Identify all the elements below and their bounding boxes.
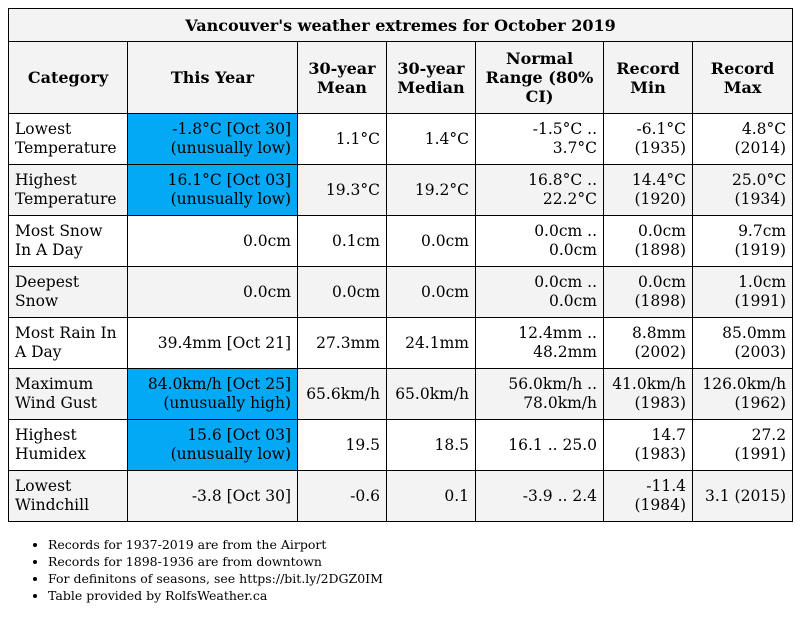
record-max-cell <box>693 369 793 420</box>
cell-line: 78.0km/h <box>523 394 597 412</box>
cell-line: 56.0km/h .. <box>508 375 597 393</box>
header-normal-range <box>476 42 604 114</box>
cell-line: Highest <box>15 426 77 444</box>
cell-line: (unusually low) <box>170 139 291 157</box>
record-min-cell <box>604 420 693 471</box>
cell-line: Windchill <box>15 496 90 514</box>
category-cell <box>9 165 128 216</box>
this-year-cell <box>128 216 298 267</box>
cell-line: (1991) <box>734 445 787 463</box>
mean-cell: 0.1cm <box>298 216 387 267</box>
cell-line: 25.0°C <box>731 171 787 189</box>
median-cell: 24.1mm <box>387 318 476 369</box>
table-title: Vancouver's weather extremes for October 2019 <box>9 9 793 42</box>
cell-line: Max <box>723 77 762 97</box>
mean-cell: -0.6 <box>298 471 387 522</box>
record-min-cell <box>604 369 693 420</box>
header-row <box>9 42 793 114</box>
normal-range-cell <box>476 420 604 471</box>
normal-range-cell <box>476 267 604 318</box>
record-min-cell <box>604 471 693 522</box>
cell-line: (1962) <box>734 394 787 412</box>
cell-line: Median <box>397 77 465 97</box>
table-row <box>9 318 793 369</box>
header-30yr-mean <box>298 42 387 114</box>
this-year-cell <box>128 369 298 420</box>
median-cell: 18.5 <box>387 420 476 471</box>
cell-line: 3.7°C <box>552 139 597 157</box>
table-row <box>9 165 793 216</box>
header-record-max <box>693 42 793 114</box>
cell-line: (unusually low) <box>170 445 291 463</box>
cell-line: Lowest <box>15 120 72 138</box>
cell-line: Min <box>630 77 666 97</box>
cell-line: Highest <box>15 171 77 189</box>
mean-cell: 27.3mm <box>298 318 387 369</box>
this-year-cell <box>128 318 298 369</box>
mean-cell: 19.3°C <box>298 165 387 216</box>
cell-line: (1919) <box>734 241 787 259</box>
cell-line: This Year <box>170 68 255 87</box>
mean-cell: 19.5 <box>298 420 387 471</box>
footnote-item: • For definitons of seasons, see https://bit.ly/2DGZ0IM <box>48 570 383 587</box>
category-cell <box>9 114 128 165</box>
table-row <box>9 267 793 318</box>
cell-line: Normal <box>505 49 574 68</box>
cell-line: Deepest <box>15 273 80 291</box>
cell-line: Record <box>710 58 775 78</box>
cell-line: Category <box>27 68 109 87</box>
cell-line: Humidex <box>15 445 86 463</box>
median-cell: 0.0cm <box>387 216 476 267</box>
cell-line: 3.1 (2015) <box>704 486 787 505</box>
cell-line: 16.8°C .. <box>528 171 597 189</box>
category-cell <box>9 420 128 471</box>
this-year-cell <box>128 420 298 471</box>
mean-cell: 0.0cm <box>298 267 387 318</box>
cell-line: 0.0cm <box>637 273 686 291</box>
cell-line: 16.1 .. 25.0 <box>508 435 597 454</box>
cell-line: 14.7 <box>651 426 686 444</box>
cell-line: (2003) <box>734 343 787 361</box>
cell-line: (1991) <box>734 292 787 310</box>
table-body <box>9 114 793 522</box>
record-min-cell <box>604 165 693 216</box>
cell-line: Range (80% <box>485 68 594 87</box>
cell-line: -11.4 <box>646 477 686 495</box>
median-cell: 19.2°C <box>387 165 476 216</box>
cell-line: CI) <box>525 87 554 106</box>
table-row <box>9 114 793 165</box>
cell-line: 0.0cm .. <box>534 222 597 240</box>
cell-line: 22.2°C <box>542 190 597 208</box>
cell-line: -1.5°C .. <box>532 120 597 138</box>
cell-line: -1.8°C [Oct 30] <box>172 120 291 138</box>
cell-line: 0.0cm .. <box>534 273 597 291</box>
header-record-min <box>604 42 693 114</box>
cell-line: -3.8 [Oct 30] <box>191 486 291 505</box>
table-row <box>9 471 793 522</box>
record-max-cell <box>693 420 793 471</box>
cell-line: Lowest <box>15 477 72 495</box>
cell-line: 41.0km/h <box>612 375 686 393</box>
table-row <box>9 420 793 471</box>
category-cell <box>9 267 128 318</box>
cell-line: Most Snow <box>15 222 103 240</box>
median-cell: 0.0cm <box>387 267 476 318</box>
footnote-item: • Records for 1937-2019 are from the Airport <box>48 536 383 553</box>
cell-line: 126.0km/h <box>702 375 787 393</box>
cell-line: 9.7cm <box>738 222 787 240</box>
cell-line: 15.6 [Oct 03] <box>187 426 291 444</box>
cell-line: (1934) <box>734 190 787 208</box>
category-cell <box>9 369 128 420</box>
cell-line: Mean <box>317 77 367 97</box>
cell-line: 0.0cm <box>242 282 291 301</box>
this-year-cell <box>128 267 298 318</box>
cell-line: (2002) <box>634 343 686 361</box>
record-max-cell <box>693 267 793 318</box>
footnote-item: • Records for 1898-1936 are from downtown <box>48 553 383 570</box>
normal-range-cell <box>476 318 604 369</box>
table-row <box>9 216 793 267</box>
normal-range-cell <box>476 165 604 216</box>
cell-line: Most Rain In <box>15 324 117 342</box>
footnote-item: • Table provided by RolfsWeather.ca <box>48 587 383 604</box>
mean-cell: 65.6km/h <box>298 369 387 420</box>
cell-line: (2014) <box>734 139 787 157</box>
normal-range-cell <box>476 471 604 522</box>
cell-line: (1935) <box>634 139 686 157</box>
record-min-cell <box>604 216 693 267</box>
cell-line: -3.9 .. 2.4 <box>522 486 597 505</box>
mean-cell: 1.1°C <box>298 114 387 165</box>
cell-line: 0.0cm <box>637 222 686 240</box>
cell-line: (1898) <box>634 292 686 310</box>
median-cell: 1.4°C <box>387 114 476 165</box>
cell-line: (unusually high) <box>163 394 291 412</box>
cell-line: 16.1°C [Oct 03] <box>167 171 291 189</box>
record-max-cell <box>693 318 793 369</box>
cell-line: -6.1°C <box>636 120 686 138</box>
this-year-cell <box>128 165 298 216</box>
cell-line: 39.4mm [Oct 21] <box>157 333 291 352</box>
header-30yr-median <box>387 42 476 114</box>
cell-line: 48.2mm <box>533 343 597 361</box>
normal-range-cell <box>476 216 604 267</box>
footnotes-list <box>28 536 383 604</box>
median-cell: 65.0km/h <box>387 369 476 420</box>
normal-range-cell <box>476 114 604 165</box>
cell-line: 0.0cm <box>548 241 597 259</box>
record-max-cell <box>693 165 793 216</box>
cell-line: In A Day <box>15 241 83 259</box>
cell-line: Record <box>616 58 680 78</box>
record-min-cell <box>604 267 693 318</box>
cell-line: (1920) <box>634 190 686 208</box>
cell-line: 30-year <box>308 58 376 78</box>
cell-line: 0.0cm <box>548 292 597 310</box>
category-cell <box>9 471 128 522</box>
category-cell <box>9 318 128 369</box>
cell-line: 8.8mm <box>631 324 686 342</box>
cell-line: 1.0cm <box>738 273 787 291</box>
normal-range-cell <box>476 369 604 420</box>
category-cell <box>9 216 128 267</box>
table-row <box>9 369 793 420</box>
this-year-cell <box>128 114 298 165</box>
record-max-cell <box>693 216 793 267</box>
cell-line: 27.2 <box>751 426 787 444</box>
cell-line: A Day <box>15 343 62 361</box>
record-max-cell <box>693 114 793 165</box>
cell-line: Wind Gust <box>15 394 97 412</box>
cell-line: (1983) <box>634 394 686 412</box>
cell-line: 14.4°C <box>631 171 686 189</box>
cell-line: Snow <box>15 292 59 310</box>
cell-line: 0.0cm <box>242 231 291 250</box>
cell-line: Temperature <box>15 139 117 157</box>
cell-line: (1984) <box>634 496 686 514</box>
header-this-year <box>128 42 298 114</box>
this-year-cell <box>128 471 298 522</box>
cell-line: 30-year <box>397 58 465 78</box>
cell-line: (unusually low) <box>170 190 291 208</box>
cell-line: Temperature <box>15 190 117 208</box>
weather-extremes-table <box>8 8 793 522</box>
record-min-cell <box>604 318 693 369</box>
header-category <box>9 42 128 114</box>
median-cell: 0.1 <box>387 471 476 522</box>
record-min-cell <box>604 114 693 165</box>
cell-line: 85.0mm <box>722 324 787 342</box>
cell-line: (1898) <box>634 241 686 259</box>
cell-line: 12.4mm .. <box>518 324 597 342</box>
cell-line: 84.0km/h [Oct 25] <box>147 375 291 393</box>
cell-line: 4.8°C <box>741 120 787 138</box>
cell-line: Maximum <box>15 375 94 393</box>
cell-line: (1983) <box>634 445 686 463</box>
record-max-cell <box>693 471 793 522</box>
